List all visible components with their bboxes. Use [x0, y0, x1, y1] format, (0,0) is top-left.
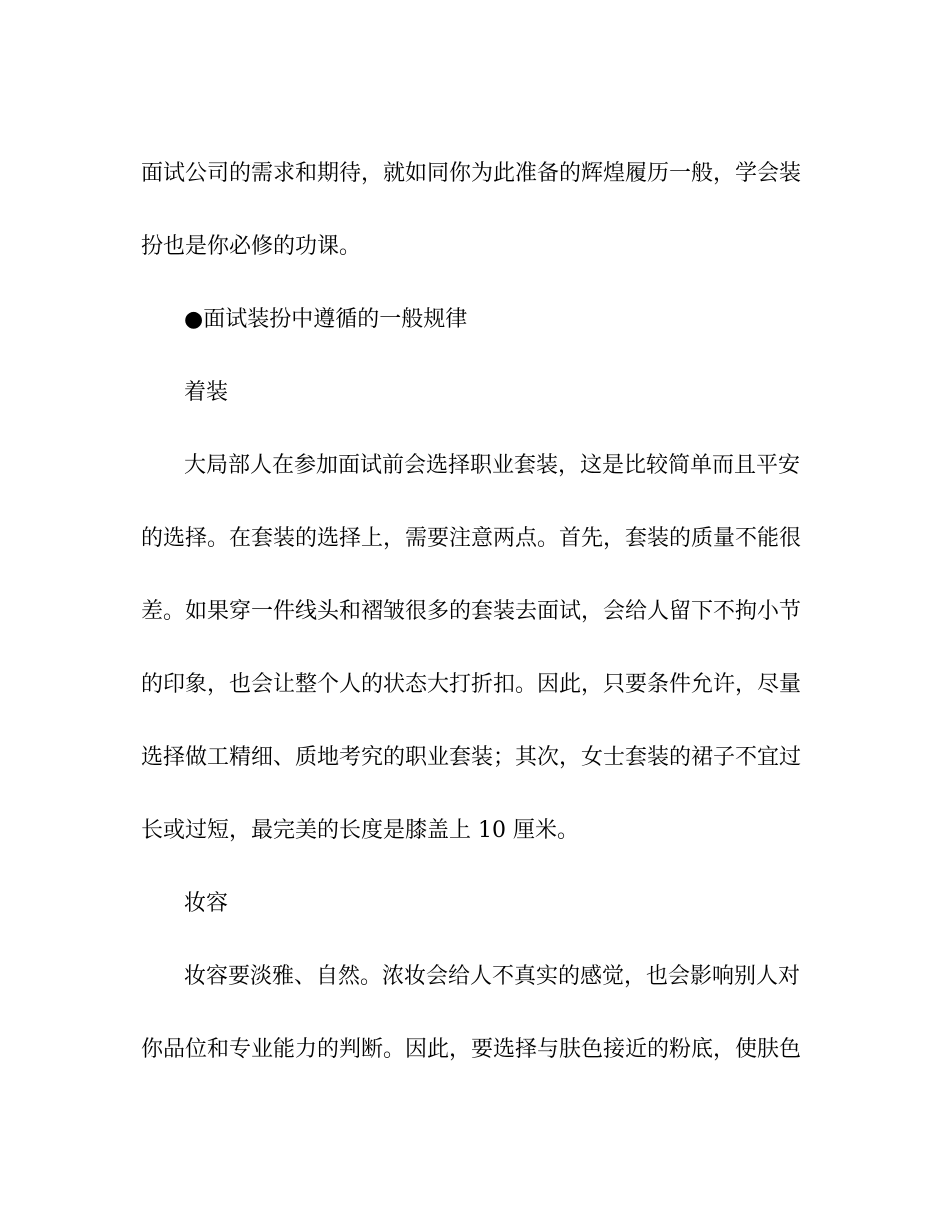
section-heading: ●面试装扮中遵循的一般规律: [184, 307, 468, 332]
subheading-clothing: 着装: [184, 380, 229, 405]
paragraph-line: 选择做工精细、质地考究的职业套装；其次，女士套装的裙子不宜过: [141, 745, 801, 770]
paragraph-line: 大局部人在参加面试前会选择职业套装，这是比较简单而且平安: [184, 453, 801, 478]
paragraph-line: 的印象，也会让整个人的状态大打折扣。因此，只要条件允许，尽量: [141, 672, 801, 697]
paragraph-line: 长或过短，最完美的长度是膝盖上 10 厘米。: [141, 818, 579, 843]
paragraph-line: 面试公司的需求和期待，就如同你为此准备的辉煌履历一般，学会装: [141, 161, 801, 186]
subheading-makeup: 妆容: [184, 891, 229, 916]
paragraph-line: 的选择。在套装的选择上，需要注意两点。首先，套装的质量不能很: [141, 526, 801, 551]
paragraph-line: 差。如果穿一件线头和褶皱很多的套装去面试，会给人留下不拘小节: [141, 599, 801, 624]
paragraph-line: 妆容要淡雅、自然。浓妆会给人不真实的感觉，也会影响别人对: [184, 964, 801, 989]
paragraph-line: 你品位和专业能力的判断。因此，要选择与肤色接近的粉底，使肤色: [141, 1037, 801, 1062]
document-body: [141, 137, 801, 1086]
paragraph-line: 扮也是你必修的功课。: [141, 234, 362, 259]
